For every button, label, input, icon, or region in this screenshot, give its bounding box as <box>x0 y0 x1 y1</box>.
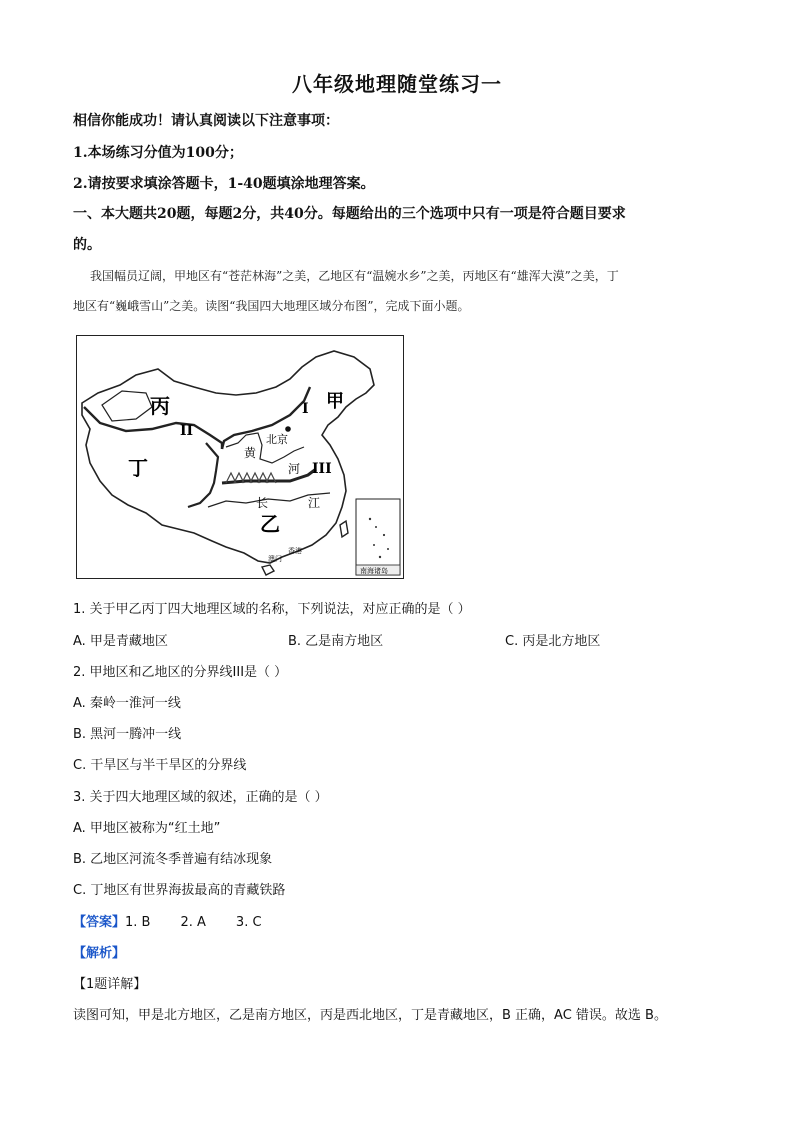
notice-item-2: 2.请按要求填涂答题卡，1-40题填涂地理答案。 <box>73 176 375 192</box>
section-heading-line1: 一、本大题共20题，每题2分，共40分。每题给出的三个选项中只有一项是符合题目要求 <box>73 206 626 222</box>
passage-line2: 地区有“巍峨雪山”之美。读图“我国四大地理区域分布图”，完成下面小题。 <box>73 299 470 313</box>
question-3-stem: 3. 关于四大地理区域的叙述，正确的是（ ） <box>73 790 328 805</box>
q1-option-b: B. 乙是南方地区 <box>288 634 384 649</box>
notice-intro: 相信你能成功！请认真阅读以下注意事项： <box>73 113 339 129</box>
answer-3: 3. C <box>235 915 262 930</box>
answer-tag: 【答案】 <box>73 915 126 930</box>
answer-1: 1. B <box>125 915 151 930</box>
question-2-stem: 2. 甲地区和乙地区的分界线III是（ ） <box>73 665 288 680</box>
label-yi: 乙 <box>260 512 280 536</box>
notice-item-1: 1.本场练习分值为100分； <box>73 145 243 161</box>
q1-option-c: C. 丙是北方地区 <box>505 634 601 649</box>
beijing-dot <box>285 426 291 432</box>
analysis-subheading-1: 【1题详解】 <box>73 977 147 992</box>
q3-option-c: C. 丁地区有世界海拔最高的青藏铁路 <box>73 883 286 898</box>
section-heading-line2: 的。 <box>73 237 101 253</box>
label-jia: 甲 <box>326 391 344 412</box>
q3-option-a: A. 甲地区被称为“红土地” <box>73 821 221 836</box>
label-aomen: 澳门 <box>268 555 282 563</box>
q2-option-b: B. 黑河一腾冲一线 <box>73 727 182 742</box>
q1-option-a: A. 甲是青藏地区 <box>73 634 168 649</box>
answer-line <box>73 911 262 930</box>
analysis-tag: 【解析】 <box>73 946 126 961</box>
label-huang: 黄 <box>244 446 257 460</box>
question-1-stem: 1. 关于甲乙丙丁四大地理区域的名称，下列说法，对应正确的是（ ） <box>73 602 471 617</box>
label-jiang: 江 <box>308 496 321 510</box>
south-sea-inset <box>356 499 400 575</box>
q2-option-a: A. 秦岭一淮河一线 <box>73 696 181 711</box>
china-regions-map <box>76 335 404 579</box>
answer-2: 2. A <box>180 915 206 930</box>
label-xianggang: 香港 <box>288 547 302 555</box>
label-line-II: II <box>180 423 194 439</box>
label-he: 河 <box>288 462 301 476</box>
map-frame <box>77 336 404 579</box>
label-line-III: III <box>312 461 332 477</box>
analysis-text-1: 读图可知，甲是北方地区，乙是南方地区，丙是西北地区，丁是青藏地区，B 正确，AC 错误。故选 B。 <box>73 1008 667 1023</box>
label-chang: 长 <box>256 496 269 510</box>
passage-line1: 我国幅员辽阔，甲地区有“苍茫林海”之美，乙地区有“温婉水乡”之美，丙地区有“雄浑大漠”之美，丁 <box>90 269 619 283</box>
q3-option-b: B. 乙地区河流冬季普遍有结冰现象 <box>73 852 273 867</box>
label-beijing: 北京 <box>266 433 288 446</box>
q2-option-c: C. 干旱区与半干旱区的分界线 <box>73 758 247 773</box>
page-title: 八年级地理随堂练习一 <box>292 72 502 96</box>
label-bing: 丙 <box>150 394 170 418</box>
label-line-I: I <box>302 401 309 417</box>
label-ding: 丁 <box>128 456 148 480</box>
label-inset: 南海诸岛 <box>360 567 388 575</box>
